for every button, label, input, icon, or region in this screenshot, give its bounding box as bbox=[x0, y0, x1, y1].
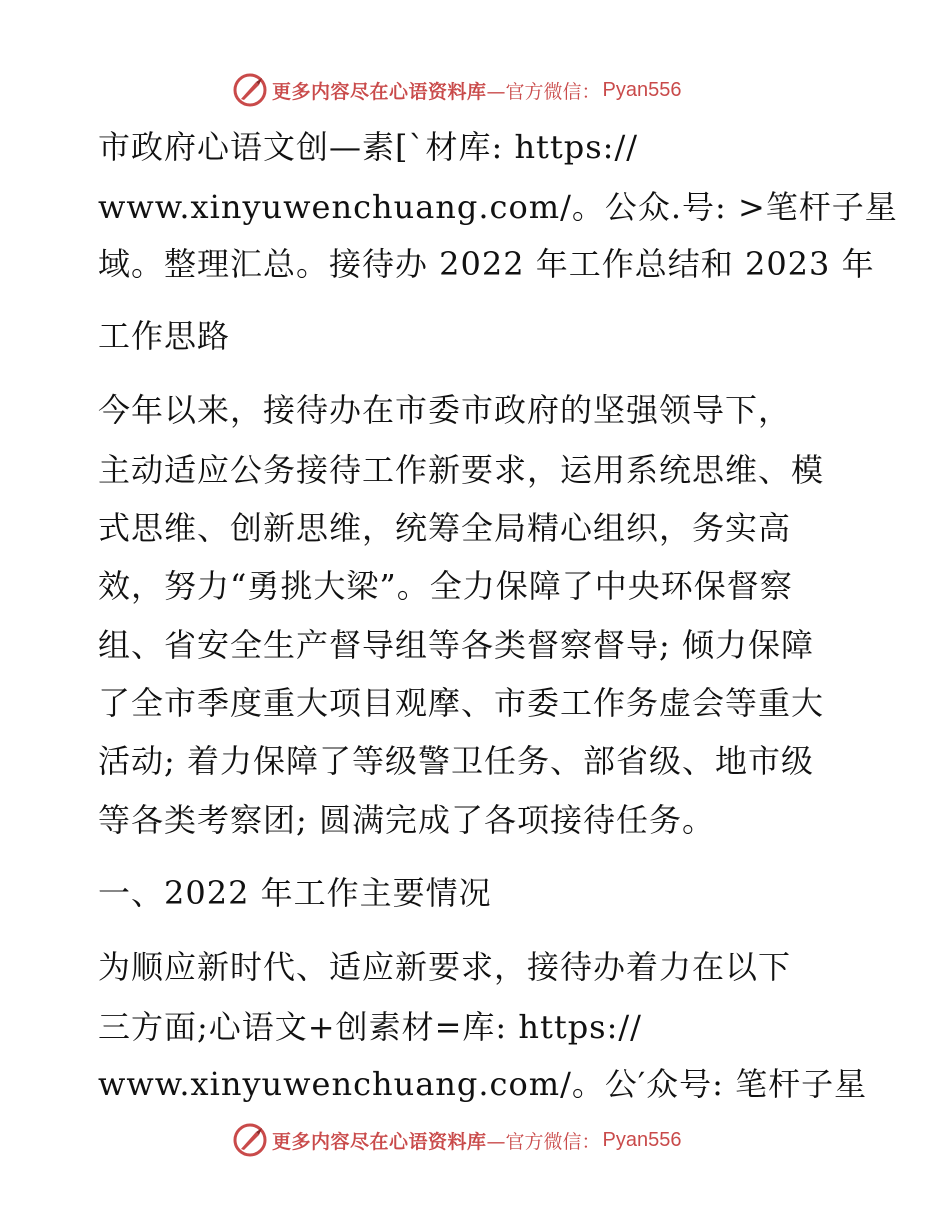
banner-text: 更多内容尽在心语资料库 bbox=[272, 80, 487, 103]
banner-text-wechat-label: —官方微信： bbox=[486, 80, 601, 103]
body-line: www.xinyuwenchuang.com/。公众.号: >笔杆子星 bbox=[98, 188, 898, 226]
body-line: 活动; 着力保障了等级警卫任务、部省级、地市级 bbox=[98, 742, 814, 780]
body-line: www.xinyuwenchuang.com/。公′众号: 笔杆子星 bbox=[98, 1065, 868, 1103]
body-line: 等各类考察团; 圆满完成了各项接待任务。 bbox=[98, 801, 715, 839]
footer-watermark-banner bbox=[232, 1120, 682, 1160]
body-line: 主动适应公务接待工作新要求，运用系统思维、模 bbox=[98, 451, 825, 489]
body-line: 域。整理汇总。接待办 2022 年工作总结和 2023 年 bbox=[98, 245, 875, 283]
body-line: 组、省安全生产督导组等各类督察督导; 倾力保障 bbox=[98, 626, 814, 664]
body-line: 了全市季度重大项目观摩、市委工作务虚会等重大 bbox=[98, 684, 825, 722]
body-line: 市政府心语文创—素[`材库: https:// bbox=[98, 128, 639, 166]
header-watermark-banner bbox=[232, 70, 682, 110]
section-heading: 工作思路 bbox=[98, 317, 231, 355]
body-line: 为顺应新时代、适应新要求，接待办着力在以下 bbox=[98, 948, 792, 986]
banner-text: 更多内容尽在心语资料库 bbox=[272, 1130, 487, 1153]
feather-logo-icon bbox=[232, 72, 268, 108]
banner-wechat-id: Pyan556 bbox=[602, 1128, 682, 1151]
body-line: 今年以来，接待办在市委市政府的坚强领导下， bbox=[98, 391, 792, 429]
body-line: 效，努力“勇挑大梁”。全力保障了中央环保督察 bbox=[98, 567, 793, 605]
banner-wechat-id: Pyan556 bbox=[602, 78, 682, 101]
section-heading: 一、2022 年工作主要情况 bbox=[98, 874, 492, 912]
body-line: 式思维、创新思维，统筹全局精心组织，务实高 bbox=[98, 509, 792, 547]
body-line: 三方面;心语文+创素材=库: https:// bbox=[98, 1008, 642, 1046]
banner-text-wechat-label: —官方微信： bbox=[486, 1130, 601, 1153]
feather-logo-icon bbox=[232, 1122, 268, 1158]
